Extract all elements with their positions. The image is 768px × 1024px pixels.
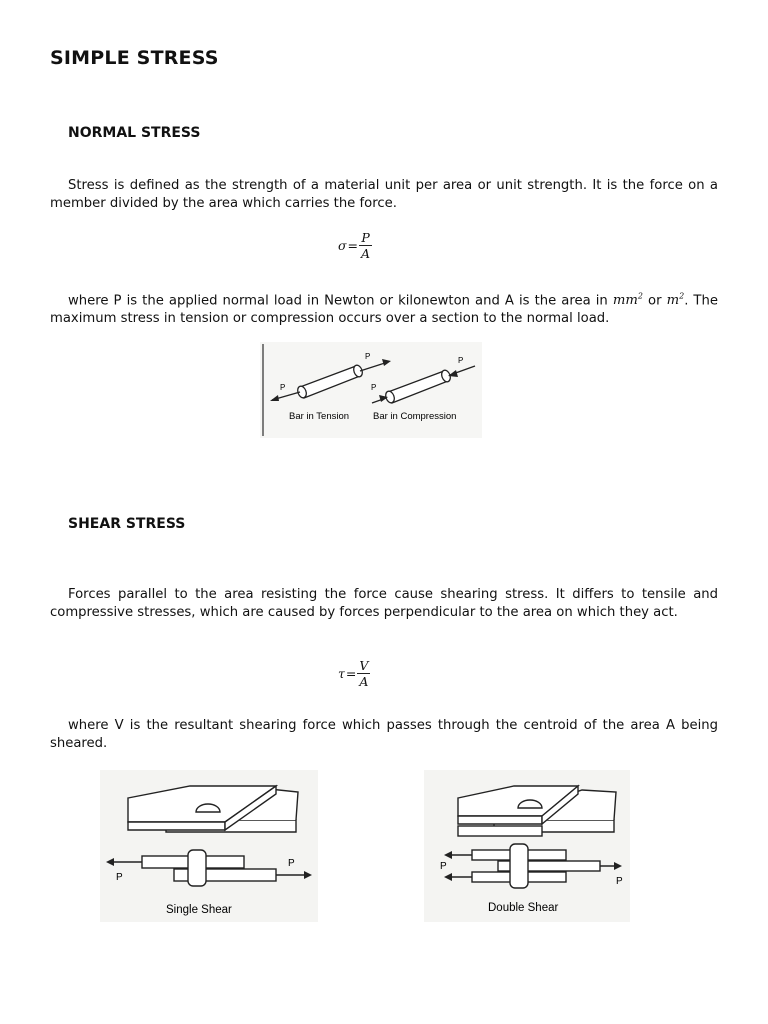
sigma-symbol: σ xyxy=(338,238,347,253)
single-shear-label: Single Shear xyxy=(166,904,232,916)
force-label: P xyxy=(280,383,286,392)
tension-label: Bar in Tension xyxy=(289,411,350,422)
shear-stress-intro: Forces parallel to the area resisting the force cause shearing stress. It differs to tensile and compressive stresses, which are caused by forces perpendicular to the area on which they act. xyxy=(50,587,718,620)
force-label: P xyxy=(365,352,371,361)
force-label: P xyxy=(116,872,123,883)
numerator: V xyxy=(359,658,369,673)
normal-stress-intro: Stress is defined as the strength of a material unit per area or unit strength. It is the force on a member divided by the area which carries the force. xyxy=(50,178,718,211)
fraction xyxy=(357,658,370,689)
compression-label: Bar in Compression xyxy=(373,411,457,422)
normal-stress-formula xyxy=(338,230,372,261)
force-label: P xyxy=(458,356,464,365)
bars-figure xyxy=(260,342,482,438)
equals-sign: = xyxy=(347,238,359,253)
force-label: P xyxy=(616,876,623,887)
force-label: P xyxy=(440,861,447,872)
page-title: SIMPLE STRESS xyxy=(50,47,219,69)
numerator: P xyxy=(359,230,372,246)
equals-sign: = xyxy=(345,666,357,681)
normal-stress-where xyxy=(50,288,718,328)
shear-stress-where: where V is the resultant shearing force which passes through the centroid of the area A being sheared. xyxy=(50,718,718,751)
where-text-end: . The maximum stress in tension or compression occurs over a section to the normal load. xyxy=(50,293,718,327)
denominator: A xyxy=(359,674,369,689)
unit-m: $m^2$ xyxy=(666,292,685,309)
force-label: P xyxy=(288,858,295,869)
unit-or: or xyxy=(648,293,662,309)
unit-mm: $mm^2$ xyxy=(612,292,643,309)
double-shear-figure xyxy=(424,770,630,922)
single-shear-figure xyxy=(100,770,318,922)
tau-symbol: τ xyxy=(338,666,345,681)
shear-stress-heading: SHEAR STRESS xyxy=(68,516,186,532)
normal-stress-heading: NORMAL STRESS xyxy=(68,125,201,141)
denominator: A xyxy=(361,246,371,261)
shear-stress-formula xyxy=(338,658,370,689)
force-label: P xyxy=(371,383,377,392)
double-shear-label: Double Shear xyxy=(488,902,559,914)
fraction xyxy=(359,230,372,261)
where-text: where P is the applied normal load in Newton or kilonewton and A is the area in xyxy=(68,293,608,309)
